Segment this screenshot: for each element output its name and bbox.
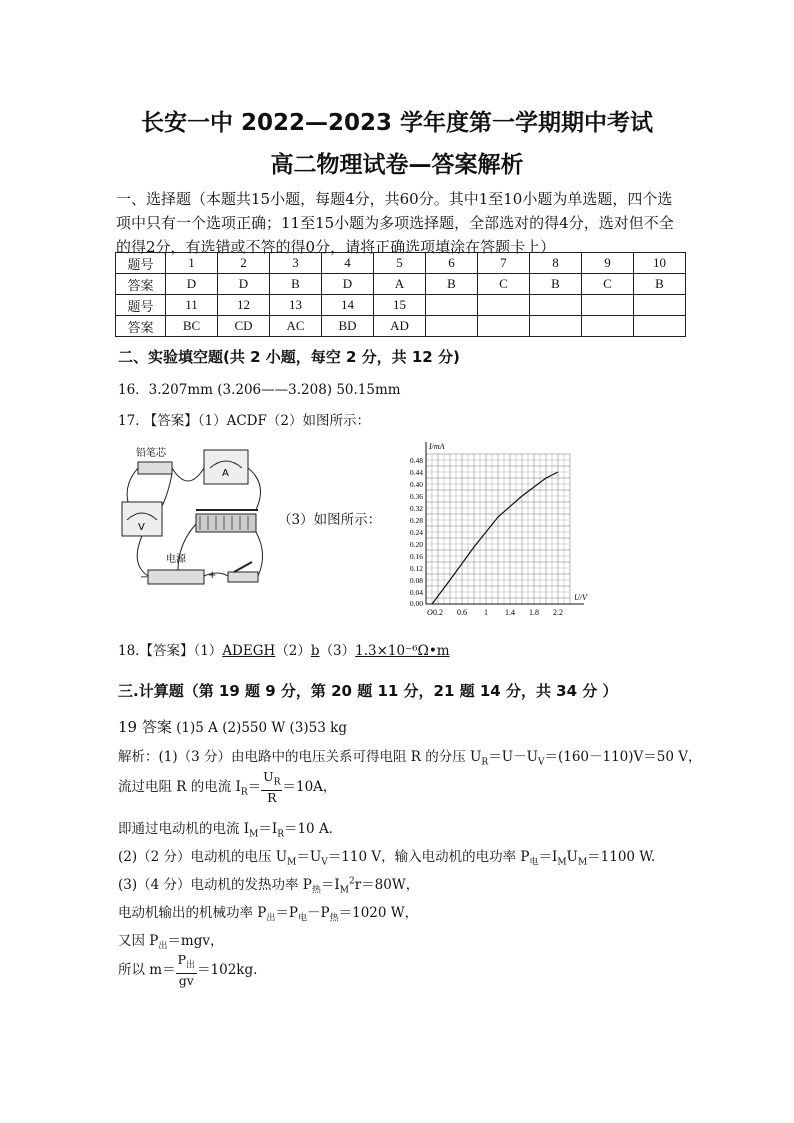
y-tick-label: 0.20 [409,540,423,549]
table-cell: 4 [322,253,374,274]
x-tick-label: 1 [484,608,488,616]
table-cell: D [166,274,218,295]
table-cell: AC [270,316,322,337]
q18-prefix: 18.【答案】（1） [118,643,223,659]
table-row [116,274,686,295]
table-cell [582,295,634,316]
table-row [116,253,686,274]
table-cell [634,316,686,337]
solution-line-7: 又因 $P_出=mgv$， [118,933,224,952]
y-axis-label: I/mA [429,442,445,451]
table-cell: BC [166,316,218,337]
q18-answer-2: b [310,643,320,659]
table-cell: 11 [166,295,218,316]
table-cell [582,316,634,337]
q18-mid: （2） [275,643,311,659]
table-cell: B [426,274,478,295]
solution-line-4: (2)（2 分）电动机的电压 $U_M=U_V=110$ V，输入电动机的电功率 $P_电=I_MU_M=1100$ W. [118,849,656,868]
q18-answer-1: ADEGH [222,643,276,659]
table-cell: 3 [270,253,322,274]
battery-minus: − [140,572,149,583]
solution-line-6: 电动机输出的机械功率 $P_出=P_电-P_热=1020$ W， [118,905,419,924]
q18-answer-3: 1.3×10⁻⁶Ω•m [355,643,450,659]
y-tick-label: 0.24 [409,528,423,537]
table-cell: A [374,274,426,295]
q17-part3-label: （3）如图所示： [278,512,382,528]
source-label: 电源 [166,554,186,565]
pencil-lead-holder [138,462,172,474]
table-row [116,316,686,337]
section3-heading: 三.计算题（第 19 题 9 分，第 20 题 11 分，21 题 14 分，共 34 分 ） [118,682,618,700]
table-cell: AD [374,316,426,337]
q18-answer [118,639,450,659]
table-row-label: 答案 [116,316,166,337]
section1-intro: 一、选择题（本题共15小题，每题4分，共60分。其中1至10小题为单选题，四个选项中只有一个选项正确；11至15小题为多项选择题，全部选对的得4分，选对但不全的得2分，有选错或不答的得0分，请将正确选项填涂在答题卡上） [116,190,674,256]
y-tick-label: 0.40 [409,480,423,489]
q19-answers: (1)5 A (2)550 W (3)53 kg [171,720,347,736]
y-tick-label: 0.12 [409,564,423,573]
table-row-label: 题号 [116,295,166,316]
battery-plus: + [208,570,217,581]
table-cell: 8 [530,253,582,274]
table-cell: 5 [374,253,426,274]
table-cell: D [322,274,374,295]
x-axis-label: U/V [574,593,587,602]
y-tick-label: 0.48 [409,456,423,465]
q16-answer: 16．3.207mm (3.206——3.208) 50.15mm [118,382,401,398]
q19-title: 19 答案 [118,718,172,736]
solution-line-2: 流过电阻 R 的电流 $I_R=$ $\frac{U_R}{R}$ ＝10A， [118,769,337,805]
x-tick-label: 1.8 [529,608,539,616]
ammeter-label: A [222,468,229,479]
table-cell: BD [322,316,374,337]
q19-answer [118,716,347,737]
x-tick-label: 1.4 [505,608,515,616]
x-tick-label: 0.6 [457,608,467,616]
table-cell: B [270,274,322,295]
circuit-diagram [118,444,270,594]
pencil-label: 铅笔芯 [136,448,166,459]
solution-line-3: 即通过电动机的电流 $I_M=I_R=10$ A． [118,821,343,840]
solution-line-8: 所以 m＝ $\frac{P_出}{gv}$ ＝102kg. [118,952,258,988]
section2-heading: 二、实验填空题(共 2 小题，每空 2 分，共 12 分) [118,348,460,366]
iu-chart [392,438,594,616]
voltmeter-label: V [138,522,145,533]
table-cell: 15 [374,295,426,316]
table-cell: B [634,274,686,295]
y-tick-label: 0.32 [409,504,423,513]
table-cell [426,316,478,337]
y-tick-label: 0.08 [409,576,423,585]
table-cell: 1 [166,253,218,274]
y-tick-label: 0.28 [409,516,423,525]
y-tick-label: 0.44 [409,468,423,477]
table-cell: 6 [426,253,478,274]
solution-line-1: 解析：(1)（3 分）由电路中的电压关系可得电阻 R 的分压 $U_R=U-U_V=(160-110)V=50$ V， [118,749,702,768]
table-cell: 10 [634,253,686,274]
q18-mid2: （3） [319,643,356,659]
table-cell: CD [218,316,270,337]
table-cell [478,295,530,316]
table-cell: 7 [478,253,530,274]
x-tick-label: 0.2 [433,608,443,616]
q17-answer: 17. 【答案】（1）ACDF（2）如图所示： [118,413,370,429]
answer-table [115,252,686,337]
table-cell: 13 [270,295,322,316]
table-cell: D [218,274,270,295]
table-row [116,295,686,316]
y-tick-label: 0.36 [409,492,423,501]
table-cell: 9 [582,253,634,274]
fraction-p-over-gv: $\frac{P_出}{gv}$ [177,952,196,988]
table-cell: 14 [322,295,374,316]
origin-label: O [427,608,433,616]
solution-line-5: (3)（4 分）电动机的发热功率 $P_热=I_M^2r=80W$， [118,876,420,896]
y-tick-label: 0.00 [409,599,423,608]
table-cell [634,295,686,316]
table-cell [426,295,478,316]
table-cell [530,316,582,337]
page-subtitle: 高二物理试卷—答案解析 [270,152,524,178]
table-cell [478,316,530,337]
table-cell: 2 [218,253,270,274]
y-tick-label: 0.16 [409,552,423,561]
battery [148,570,204,584]
page-title: 长安一中 2022—2023 学年度第一学期期中考试 [140,110,654,136]
x-tick-label: 2.2 [553,608,563,616]
switch [228,572,258,582]
table-cell [530,295,582,316]
table-row-label: 答案 [116,274,166,295]
table-cell: 12 [218,295,270,316]
fraction-ur-over-r: $\frac{U_R}{R}$ [263,769,281,805]
rheostat [196,514,256,532]
y-tick-label: 0.04 [409,588,423,597]
table-cell: C [478,274,530,295]
table-cell: C [582,274,634,295]
table-cell: B [530,274,582,295]
table-row-label: 题号 [116,253,166,274]
